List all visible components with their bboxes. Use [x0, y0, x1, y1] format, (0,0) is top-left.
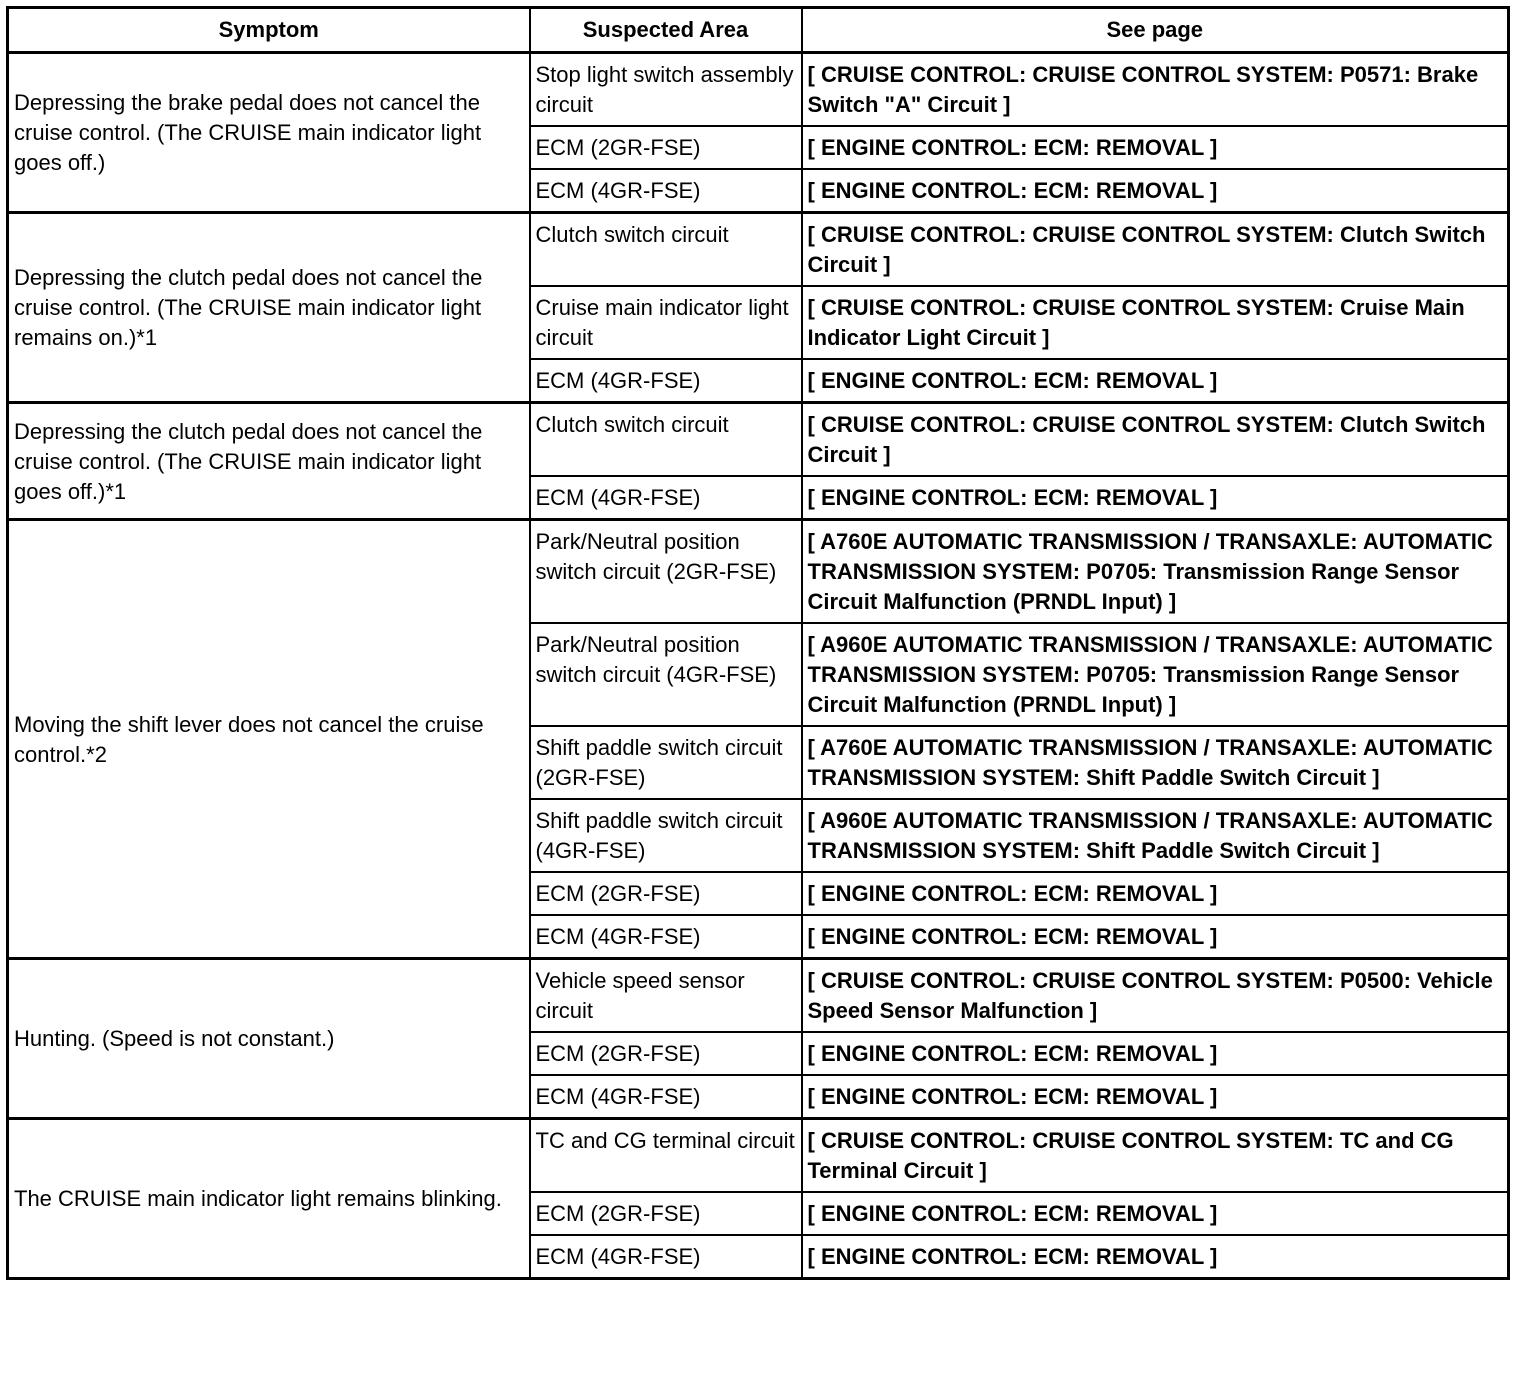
symptom-cell: Depressing the clutch pedal does not cancel the cruise control. (The CRUISE main indicator light remains on.)*1: [8, 213, 530, 403]
table-row: [8, 520, 1509, 624]
suspected-area-cell: Stop light switch assembly circuit: [530, 53, 802, 127]
suspected-area-cell: ECM (4GR-FSE): [530, 915, 802, 959]
table-row: [8, 213, 1509, 287]
symptom-cell: Depressing the brake pedal does not cancel the cruise control. (The CRUISE main indicator light goes off.): [8, 53, 530, 213]
suspected-area-cell: ECM (4GR-FSE): [530, 169, 802, 213]
suspected-area-cell: Clutch switch circuit: [530, 213, 802, 287]
see-page-cell: [ ENGINE CONTROL: ECM: REMOVAL ]: [802, 126, 1509, 169]
symptom-cell: Hunting. (Speed is not constant.): [8, 959, 530, 1119]
see-page-cell: [ CRUISE CONTROL: CRUISE CONTROL SYSTEM: TC and CG Terminal Circuit ]: [802, 1119, 1509, 1193]
suspected-area-cell: ECM (4GR-FSE): [530, 1075, 802, 1119]
see-page-cell: [ ENGINE CONTROL: ECM: REMOVAL ]: [802, 915, 1509, 959]
header-symptom: Symptom: [8, 8, 530, 53]
symptom-cell: Depressing the clutch pedal does not cancel the cruise control. (The CRUISE main indicator light goes off.)*1: [8, 403, 530, 520]
see-page-cell: [ A960E AUTOMATIC TRANSMISSION / TRANSAXLE: AUTOMATIC TRANSMISSION SYSTEM: P0705: Transmission Range Sensor Circuit Malfunction (PRNDL Input) ]: [802, 623, 1509, 726]
suspected-area-cell: TC and CG terminal circuit: [530, 1119, 802, 1193]
see-page-cell: [ A960E AUTOMATIC TRANSMISSION / TRANSAXLE: AUTOMATIC TRANSMISSION SYSTEM: Shift Paddle Switch Circuit ]: [802, 799, 1509, 872]
table-row: [8, 1119, 1509, 1193]
suspected-area-cell: Clutch switch circuit: [530, 403, 802, 477]
symptom-cell: Moving the shift lever does not cancel the cruise control.*2: [8, 520, 530, 959]
suspected-area-cell: ECM (2GR-FSE): [530, 1192, 802, 1235]
suspected-area-cell: Park/Neutral position switch circuit (2GR-FSE): [530, 520, 802, 624]
see-page-cell: [ CRUISE CONTROL: CRUISE CONTROL SYSTEM: Clutch Switch Circuit ]: [802, 213, 1509, 287]
symptom-cell: The CRUISE main indicator light remains blinking.: [8, 1119, 530, 1279]
suspected-area-cell: ECM (4GR-FSE): [530, 1235, 802, 1279]
header-row: [8, 8, 1509, 53]
see-page-cell: [ CRUISE CONTROL: CRUISE CONTROL SYSTEM: Clutch Switch Circuit ]: [802, 403, 1509, 477]
header-see-page: See page: [802, 8, 1509, 53]
header-suspected-area: Suspected Area: [530, 8, 802, 53]
suspected-area-cell: ECM (4GR-FSE): [530, 359, 802, 403]
see-page-cell: [ CRUISE CONTROL: CRUISE CONTROL SYSTEM: P0500: Vehicle Speed Sensor Malfunction ]: [802, 959, 1509, 1033]
suspected-area-cell: Park/Neutral position switch circuit (4GR-FSE): [530, 623, 802, 726]
suspected-area-cell: Shift paddle switch circuit (4GR-FSE): [530, 799, 802, 872]
suspected-area-cell: ECM (2GR-FSE): [530, 872, 802, 915]
table-header: [8, 8, 1509, 53]
see-page-cell: [ ENGINE CONTROL: ECM: REMOVAL ]: [802, 1192, 1509, 1235]
see-page-cell: [ CRUISE CONTROL: CRUISE CONTROL SYSTEM: Cruise Main Indicator Light Circuit ]: [802, 286, 1509, 359]
see-page-cell: [ ENGINE CONTROL: ECM: REMOVAL ]: [802, 476, 1509, 520]
suspected-area-cell: ECM (2GR-FSE): [530, 1032, 802, 1075]
see-page-cell: [ ENGINE CONTROL: ECM: REMOVAL ]: [802, 359, 1509, 403]
see-page-cell: [ ENGINE CONTROL: ECM: REMOVAL ]: [802, 872, 1509, 915]
table-row: [8, 959, 1509, 1033]
see-page-cell: [ A760E AUTOMATIC TRANSMISSION / TRANSAXLE: AUTOMATIC TRANSMISSION SYSTEM: P0705: Transmission Range Sensor Circuit Malfunction (PRNDL Input) ]: [802, 520, 1509, 624]
see-page-cell: [ A760E AUTOMATIC TRANSMISSION / TRANSAXLE: AUTOMATIC TRANSMISSION SYSTEM: Shift Paddle Switch Circuit ]: [802, 726, 1509, 799]
symptom-table: [6, 6, 1510, 1280]
table-body: [8, 53, 1509, 1279]
suspected-area-cell: Shift paddle switch circuit (2GR-FSE): [530, 726, 802, 799]
suspected-area-cell: Vehicle speed sensor circuit: [530, 959, 802, 1033]
suspected-area-cell: ECM (2GR-FSE): [530, 126, 802, 169]
see-page-cell: [ ENGINE CONTROL: ECM: REMOVAL ]: [802, 1235, 1509, 1279]
see-page-cell: [ ENGINE CONTROL: ECM: REMOVAL ]: [802, 169, 1509, 213]
table-row: [8, 403, 1509, 477]
table-row: [8, 53, 1509, 127]
suspected-area-cell: Cruise main indicator light circuit: [530, 286, 802, 359]
suspected-area-cell: ECM (4GR-FSE): [530, 476, 802, 520]
see-page-cell: [ ENGINE CONTROL: ECM: REMOVAL ]: [802, 1075, 1509, 1119]
see-page-cell: [ ENGINE CONTROL: ECM: REMOVAL ]: [802, 1032, 1509, 1075]
see-page-cell: [ CRUISE CONTROL: CRUISE CONTROL SYSTEM: P0571: Brake Switch "A" Circuit ]: [802, 53, 1509, 127]
